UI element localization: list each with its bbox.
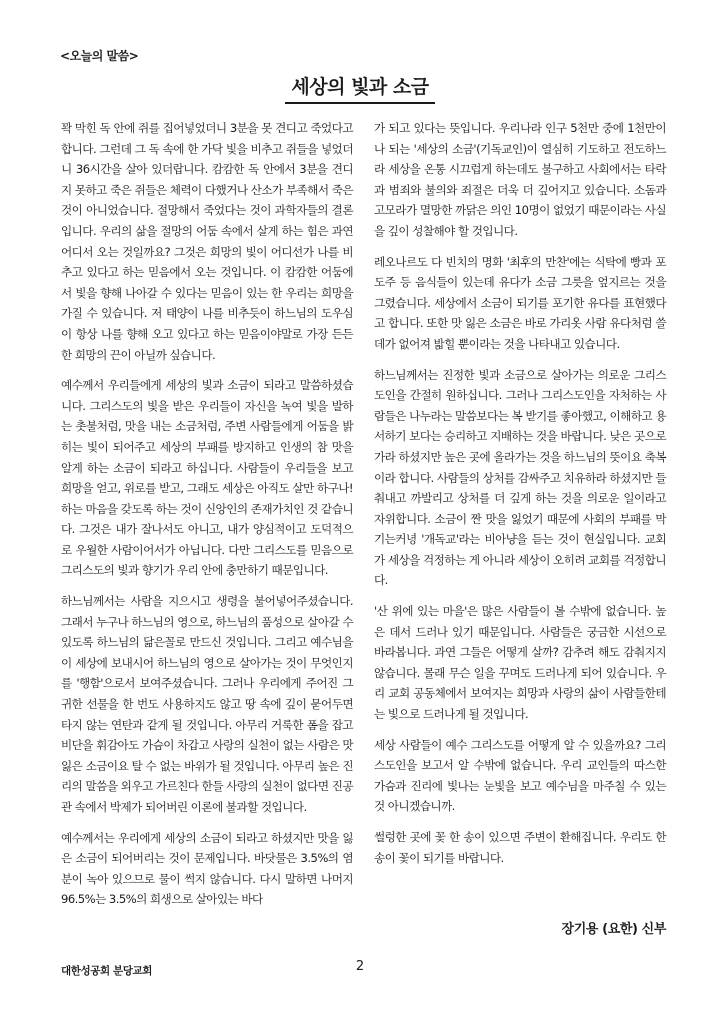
section-label: <오늘의 말씀> xyxy=(60,49,139,63)
page-title: 세상의 빛과 소금 xyxy=(285,72,434,104)
paragraph: 세상 사람들이 예수 그리스도를 어떻게 알 수 있을까요? 그리스도인을 보고서 알 수밖에 없습니다. 우리 교인들의 따스한 가슴과 진리에 빛나는 눈빛을 보고 예수님을 마주칠 수 있는 것 아니겠습니까. xyxy=(374,737,666,814)
paragraph: 예수께서는 우리에게 세상의 소금이 되라고 하셨지만 맛을 잃은 소금이 되어버리는 것이 문제입니다. 바닷물은 3.5%의 염분이 녹아 있으므로 물이 썩지 않습니다. 다시 말하면 나머지 96.5%는 3.5%의 희생으로 살아있는 바다 xyxy=(61,830,353,907)
paragraph: 하느님께서는 사람을 지으시고 생령을 불어넣어주셨습니다. 그래서 누구나 하느님의 영으로, 하느님의 품성으로 살아갈 수 있도록 하느님의 닮은꼴로 만드신 것입니다. 그리고 예수님을 이 세상에 보내시어 하느님의 영으로 살아가는 것이 무엇인지를 '행함'으로서 보여주셨습니다. 그러나 우리에게 주어진 그 귀한 선물을 한 번도 사용하지도 않고 땅 속에 깊이 묻어두면 타지 않는 연탄과 같게 될 것입니다. 아무리 거룩한 폼을 잡고 비단을 휘감아도 가슴이 차갑고 사랑의 실천이 없는 사람은 맛 잃은 소금이요 탈 수 없는 바위가 될 것입니다. 아무리 높은 진리의 말씀을 외우고 가르친다 한들 사랑의 실천이 없다면 진공관 속에서 박제가 되어버린 이론에 불과할 것입니다. xyxy=(61,594,353,814)
right-column xyxy=(374,118,666,878)
left-column xyxy=(61,118,353,920)
footer-church-name: 대한성공회 분당교회 xyxy=(61,965,152,977)
paragraph: 썰렁한 곳에 꽃 한 송이 있으면 주변이 환해집니다. 우리도 한 송이 꽃이 되기를 바랍니다. xyxy=(374,830,666,865)
page-number: 2 xyxy=(355,959,365,974)
title-container xyxy=(0,72,720,104)
paragraph: 하느님께서는 진정한 빛과 소금으로 살아가는 의로운 그리스도인을 간절히 원하십니다. 그러나 그리스도인을 자처하는 사람들은 나누라는 말씀보다는 복 받기를 좋아했고, 이해하고 용서하기 보다는 승리하고 지배하는 것을 바랍니다. 낮은 곳으로 가라 하셨지만 높은 곳에 올라가는 것을 하느님의 뜻이요 축복이라 합니다. 사람들의 상처를 감싸주고 치유하라 하셨지만 들춰내고 까발리고 상처를 더 깊게 하는 것을 의로운 일이라고 자위합니다. 소금이 짠 맛을 잃었기 때문에 사회의 부패를 막기는커녕 '개독교'라는 비아냥을 듣는 것이 현실입니다. 교회가 세상을 걱정하는 게 아니라 세상이 오히려 교회를 걱정합니다. xyxy=(374,367,666,588)
author-signature: 장기용 (요한) 신부 xyxy=(561,922,666,937)
paragraph: 레오나르도 다 빈치의 명화 '최후의 만찬'에는 식탁에 빵과 포도주 등 음식들이 있는데 유다가 소금 그릇을 엎지르는 것을 그렸습니다. 세상에서 소금이 되기를 포기한 유다를 표현했다고 합니다. 또한 맛 잃은 소금은 바로 가리옷 사람 유다처럼 쓸데가 없어져 밟힐 뿐이라는 것을 나타내고 있습니다. xyxy=(374,254,666,351)
paragraph: 예수께서 우리들에게 세상의 빛과 소금이 되라고 말씀하셨습니다. 그리스도의 빛을 받은 우리들이 자신을 녹여 빛을 발하는 촛불처럼, 맛을 내는 소금처럼, 주변 사람들에게 어둠을 밝히는 빛이 되어주고 세상의 부패를 방지하고 인생의 참 맛을 알게 하는 소금이 되라고 하십니다. 사람들이 우리들을 보고 희망을 얻고, 위로를 받고, 그래도 세상은 아직도 살만 하구나! 하는 마음을 갖도록 하는 것이 신앙인의 존재가치인 것 같습니다. 그것은 내가 잘나서도 아니고, 내가 양심적이고 도덕적으로 우월한 사람이어서가 아닙니다. 다만 그리스도를 믿음으로 그리스도의 빛과 향기가 우리 안에 충만하기 때문입니다. xyxy=(61,378,353,578)
paragraph: 가 되고 있다는 뜻입니다. 우리나라 인구 5천만 중에 1천만이나 되는 '세상의 소금'(기독교인)이 열심히 기도하고 전도하느라 세상을 온통 시끄럽게 하는데도 불구하고 사회에서는 타락과 범죄와 불의와 죄절은 더욱 더 깊어지고 있습니다. 소돔과 고모라가 멸망한 까닭은 의인 10명이 없었기 때문이라는 사실을 깊이 성찰해야 할 것입니다. xyxy=(374,121,666,238)
paragraph: '산 위에 있는 마을'은 많은 사람들이 볼 수밖에 없습니다. 높은 데서 드러나 있기 때문입니다. 사람들은 궁금한 시선으로 바라봅니다. 과연 그들은 어떻게 살까? 감추려 해도 감춰지지 않습니다. 몰래 무슨 일을 꾸며도 드러나게 되어 있습니다. 우리 교회 공동체에서 보여지는 희망과 사랑의 삶이 사람들한테는 빛으로 드러나게 될 것입니다. xyxy=(374,604,666,722)
paragraph: 꽉 막힌 독 안에 쥐를 집어넣었더니 3분을 못 견디고 죽었다고 합니다. 그런데 그 독 속에 한 가닥 빛을 비추고 쥐들을 넣었더니 36시간을 살아 있더랍니다. 캄캄한 독 안에서 3분을 견디지 못하고 죽은 쥐들은 체력이 다했거나 산소가 부족해서 죽은 것이 아니었습니다. 절망해서 죽었다는 것이 과학자들의 결론입니다. 우리의 삶을 절망의 어둠 속에서 살게 하는 힘은 과연 어디서 오는 것일까요? 그것은 희망의 빛이 어디선가 나를 비추고 있다고 하는 믿음에서 오는 것입니다. 이 캄캄한 어둠에서 빛을 향해 나아갈 수 있다는 믿음이 있는 한 우리는 희망을 가질 수 있습니다. 저 태양이 나를 비추듯이 하느님의 도우심이 항상 나를 향해 오고 있다고 하는 믿음이야말로 가장 든든한 희망의 끈이 아닐까 싶습니다. xyxy=(61,121,353,362)
